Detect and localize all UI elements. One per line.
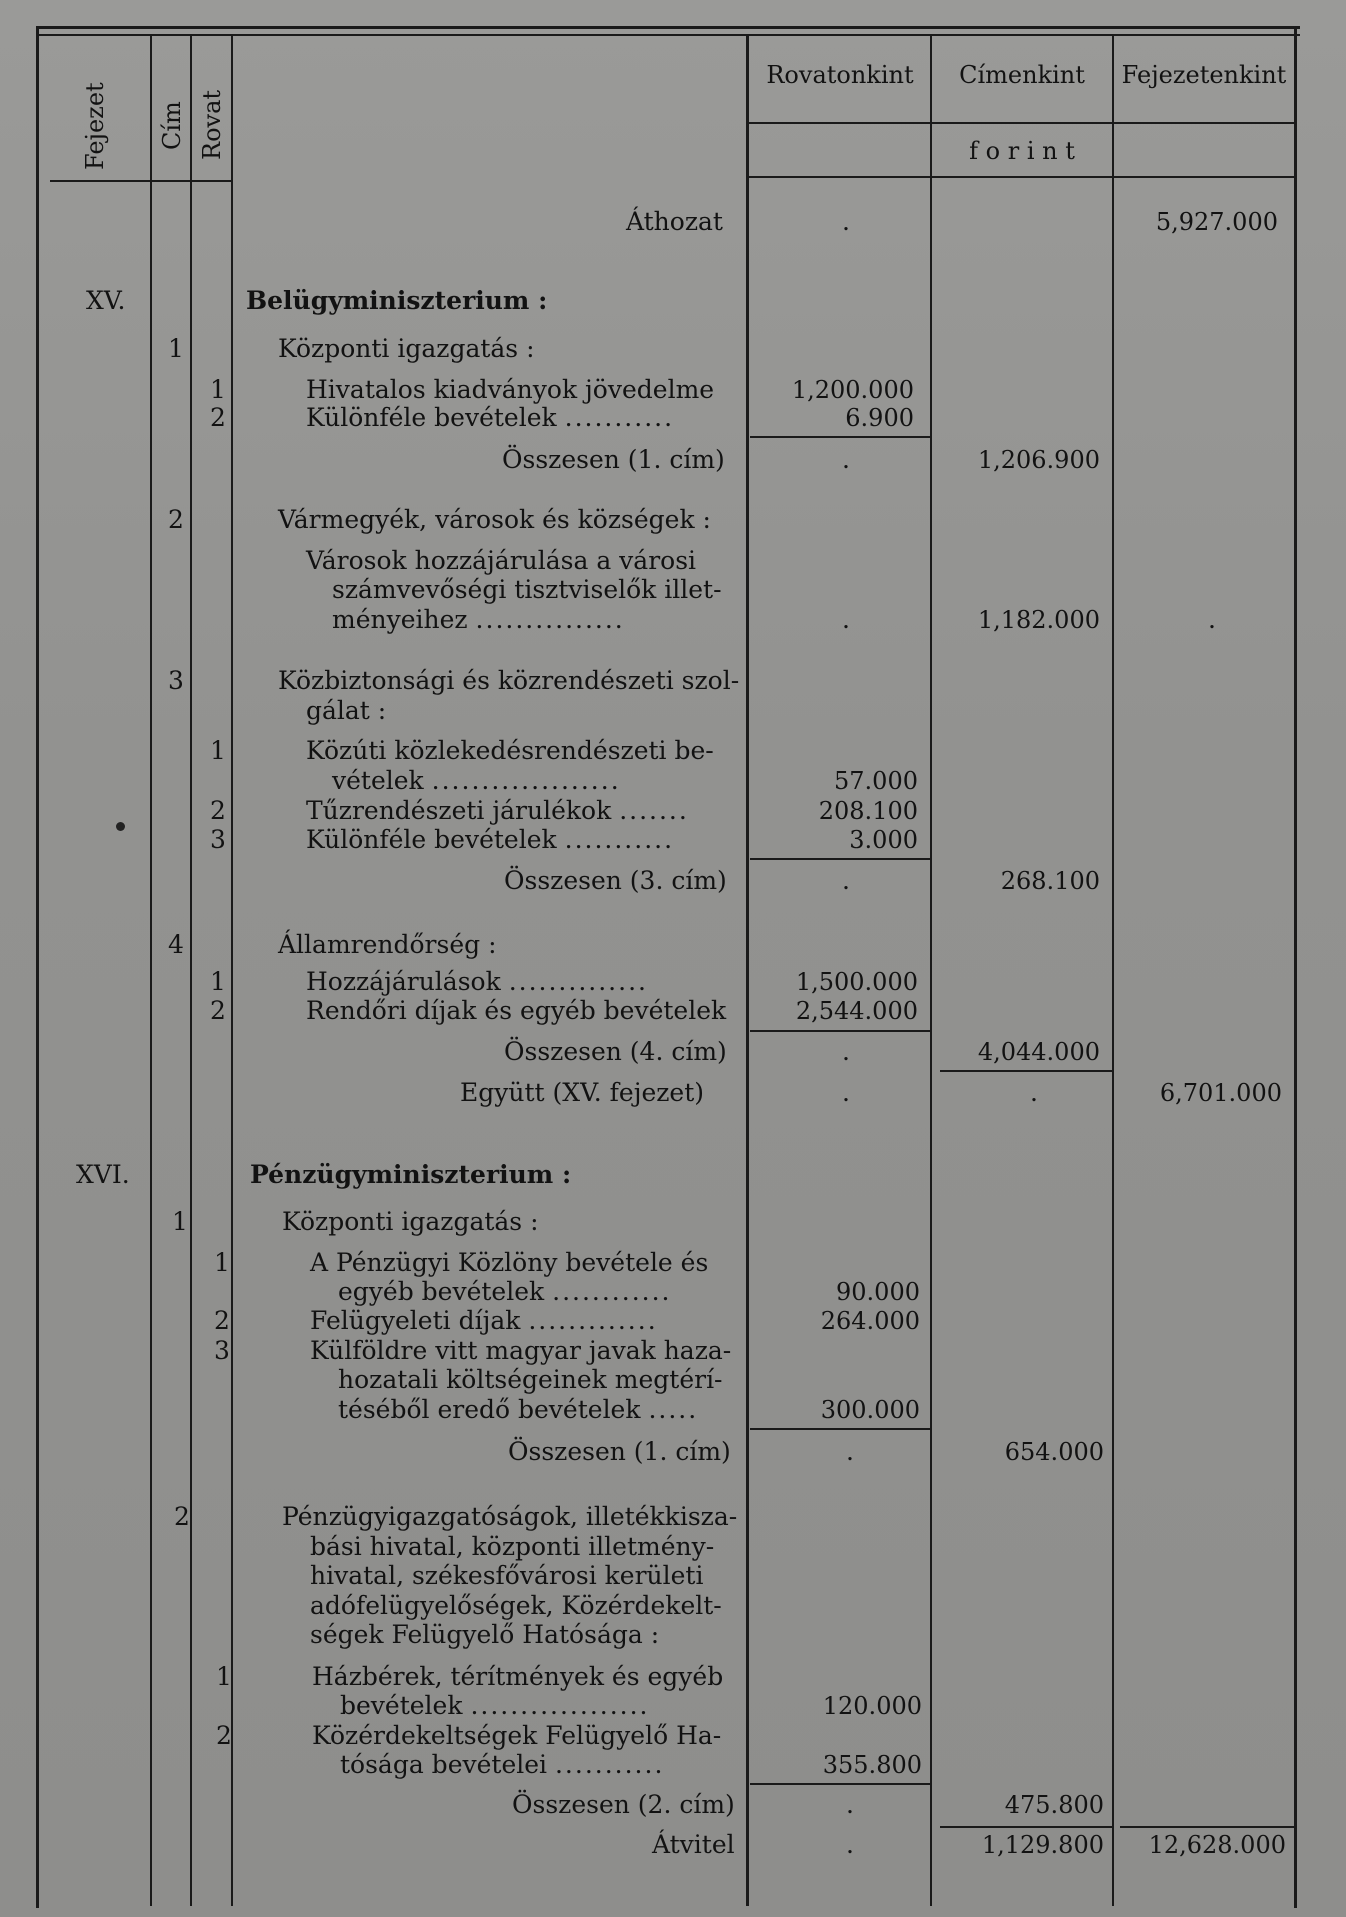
ch15-c4-r1-num: 1 bbox=[210, 967, 226, 996]
ch15-c1-r2-value: 6.900 bbox=[845, 404, 914, 432]
ch16-c2-r1-num: 1 bbox=[216, 1662, 232, 1691]
ch15-c3-r1-line2 bbox=[332, 766, 621, 796]
ch15-c1-subtotal-line bbox=[750, 436, 930, 438]
ch16-c2-sum-label: Összesen (2. cím) bbox=[512, 1790, 735, 1819]
frame-right-line bbox=[1294, 26, 1297, 1908]
ch16-c1-r2-text: Felügyeleti díjak bbox=[310, 1306, 521, 1335]
ch15-c3-r1-value: 57.000 bbox=[834, 767, 918, 795]
col-divider-cim bbox=[190, 36, 192, 1906]
ch16-c2-line3: hivatal, székesfővárosi kerületi bbox=[310, 1561, 704, 1590]
atvitel-line-fejezetenkint bbox=[1120, 1826, 1296, 1828]
frame-left-line bbox=[36, 28, 39, 1908]
ch15-c4-num: 4 bbox=[168, 930, 184, 959]
header-fejezetenkint: Fejezetenkint bbox=[1121, 61, 1287, 89]
ch15-c4-r1-text: Hozzájárulások bbox=[306, 967, 501, 996]
ch15-c3-r1-dots: ................... bbox=[431, 766, 621, 795]
ch16-c1-r3-line2: hozatali költségeinek megtérí- bbox=[338, 1365, 723, 1394]
ch16-c2-line4: adófelügyelőségek, Közérdekelt- bbox=[310, 1591, 722, 1620]
ch15-c2-dot: . bbox=[842, 605, 850, 634]
ch15-c3-r3-num: 3 bbox=[210, 825, 226, 854]
ch15-c3-r1-line1: Közúti közlekedésrendészeti be- bbox=[306, 736, 714, 765]
ch15-c1-r1-value: 1,200.000 bbox=[791, 376, 914, 404]
ch15-c3-r1-text: vételek bbox=[332, 766, 424, 795]
ch16-c1-r3-text: téséből eredő bevételek bbox=[338, 1395, 641, 1424]
ch15-c3-r2-dots: ....... bbox=[619, 796, 689, 825]
ch15-total-label: Együtt (XV. fejezet) bbox=[460, 1078, 705, 1107]
ch16-c1-subtotal-line bbox=[750, 1428, 932, 1430]
ch15-c3-subtotal-line bbox=[750, 858, 930, 860]
ch15-c2-dot2: . bbox=[1208, 605, 1216, 634]
ch16-c2-subtotal-line bbox=[750, 1783, 932, 1785]
ch16-numeral: XVI. bbox=[76, 1160, 130, 1189]
ch15-title: Belügyminiszterium : bbox=[246, 286, 548, 315]
ch16-c1-title: Központi igazgatás : bbox=[282, 1207, 539, 1236]
header-bottom-right-line bbox=[748, 176, 1296, 178]
ch16-c1-r2-dots: ............. bbox=[528, 1306, 658, 1335]
ch15-total-line bbox=[940, 1070, 1112, 1072]
ch16-c1-r1-dots: ............ bbox=[552, 1277, 672, 1306]
ch15-c3-r3-value: 3.000 bbox=[849, 826, 918, 854]
ch15-c4-r2-label: Rendőri díjak és egyéb bevételek bbox=[306, 996, 727, 1025]
ch15-c4-subtotal-line bbox=[750, 1030, 930, 1032]
ch16-c2-r2-value: 355.800 bbox=[822, 1751, 922, 1779]
ch15-c2-line3-text: ményeihez bbox=[332, 605, 468, 634]
ch15-c4-r1-value: 1,500.000 bbox=[795, 968, 918, 996]
ch15-c1-r2-num: 2 bbox=[210, 403, 226, 432]
ch16-c2-line2: bási hivatal, központi illetmény- bbox=[310, 1532, 715, 1561]
ch15-c2-line1: Városok hozzájárulása a városi bbox=[306, 546, 697, 575]
ch15-total-dot: . bbox=[842, 1078, 850, 1107]
ch15-total-value: 6,701.000 bbox=[1159, 1079, 1282, 1107]
ch15-c3-r2-label bbox=[306, 796, 689, 826]
ch16-c2-r2-line2 bbox=[340, 1750, 664, 1780]
ch15-c4-sum-label: Összesen (4. cím) bbox=[504, 1037, 727, 1066]
ch16-title: Pénzügyminiszterium : bbox=[250, 1160, 572, 1189]
ch15-c2-title: Vármegyék, városok és községek : bbox=[278, 505, 711, 534]
ch16-c1-r1-value: 90.000 bbox=[836, 1278, 920, 1306]
ch15-c1-title: Központi igazgatás : bbox=[278, 334, 535, 363]
ch15-c3-r2-num: 2 bbox=[210, 796, 226, 825]
ch16-c2-sum-dot: . bbox=[846, 1790, 854, 1819]
ch16-c1-r2-label bbox=[310, 1306, 658, 1336]
header-rovat: Rovat bbox=[198, 89, 226, 160]
ch16-c1-r2-num: 2 bbox=[214, 1306, 230, 1335]
header-cim: Cím bbox=[158, 101, 186, 150]
ch15-c3-sum-value: 268.100 bbox=[1000, 867, 1100, 895]
atvitel-label: Átvitel bbox=[652, 1830, 735, 1859]
ch15-c1-sum-label: Összesen (1. cím) bbox=[502, 445, 725, 474]
col-divider-cimenkint bbox=[1112, 36, 1114, 1906]
header-rovatonkint: Rovatonkint bbox=[766, 61, 914, 89]
ch15-c1-r1-label: Hivatalos kiadványok jövedelme bbox=[306, 375, 715, 404]
ch15-c3-r2-text: Tűzrendészeti járulékok bbox=[306, 796, 612, 825]
ch16-c1-r3-value: 300.000 bbox=[820, 1396, 920, 1424]
ch15-total-dot2: . bbox=[1030, 1078, 1038, 1107]
ch15-c2-num: 2 bbox=[168, 505, 184, 534]
ch16-c1-r3-line3 bbox=[338, 1395, 698, 1425]
atvitel-value-cimenkint: 1,129.800 bbox=[981, 1831, 1104, 1859]
ch15-c4-sum-value: 4,044.000 bbox=[977, 1038, 1100, 1066]
ch16-c2-r2-text: tósága bevételei bbox=[340, 1750, 548, 1779]
ch15-c4-r2-value: 2,544.000 bbox=[795, 997, 918, 1025]
ch15-c1-r2-text: Különféle bevételek bbox=[306, 403, 557, 432]
ch16-c1-r1-text: egyéb bevételek bbox=[338, 1277, 545, 1306]
col-divider-text bbox=[746, 36, 749, 1906]
frame-top-line bbox=[36, 26, 1300, 29]
atvitel-value-fejezetenkint: 12,628.000 bbox=[1148, 1831, 1286, 1859]
ch16-c1-sum-value: 654.000 bbox=[1004, 1438, 1104, 1466]
athozat-label: Áthozat bbox=[626, 207, 723, 236]
ch15-c2-dots: ............... bbox=[475, 605, 625, 634]
ch15-c3-num: 3 bbox=[168, 666, 184, 695]
ch16-c2-num: 2 bbox=[174, 1502, 190, 1531]
ch15-c3-sum-dot: . bbox=[842, 866, 850, 895]
ch16-c2-r2-line1: Közérdekeltségek Felügyelő Ha- bbox=[312, 1721, 722, 1750]
ch15-c3-line2: gálat : bbox=[306, 696, 387, 725]
ch16-c1-num: 1 bbox=[172, 1207, 188, 1236]
ch15-c2-line2: számvevőségi tisztviselők illet- bbox=[332, 575, 722, 604]
ch15-c4-r1-label bbox=[306, 967, 648, 997]
header-currency: f o r i n t bbox=[969, 137, 1075, 165]
col-divider-rovat bbox=[231, 36, 233, 1906]
col-divider-fejezet bbox=[150, 36, 152, 1906]
atvitel-dot: . bbox=[846, 1830, 854, 1859]
ch15-c3-r3-text: Különféle bevételek bbox=[306, 825, 557, 854]
ch15-c1-r2-label bbox=[306, 403, 674, 433]
ch16-c2-r1-text: bevételek bbox=[340, 1691, 463, 1720]
header-bottom-left-line bbox=[50, 180, 232, 182]
atvitel-line-cimenkint bbox=[940, 1826, 1112, 1828]
ch15-c4-title: Államrendőrség : bbox=[278, 930, 497, 959]
ch15-c1-r1-num: 1 bbox=[210, 375, 226, 404]
ch16-c1-r3-line1: Külföldre vitt magyar javak haza- bbox=[310, 1336, 732, 1365]
bullet-mark bbox=[116, 822, 125, 831]
ch15-c4-sum-dot: . bbox=[842, 1037, 850, 1066]
athozat-dot: . bbox=[842, 207, 850, 236]
ch16-c1-r3-dots: ..... bbox=[648, 1395, 699, 1424]
ch15-c2-line3 bbox=[332, 605, 625, 635]
ch16-c2-r1-value: 120.000 bbox=[822, 1692, 922, 1720]
frame-top-line-inner bbox=[36, 34, 1300, 36]
ch16-c2-sum-value: 475.800 bbox=[1004, 1791, 1104, 1819]
ch16-c2-r2-dots: ........... bbox=[554, 1750, 665, 1779]
ch16-c1-sum-dot: . bbox=[846, 1437, 854, 1466]
header-fejezet: Fejezet bbox=[81, 82, 109, 170]
ch16-c2-r2-num: 2 bbox=[216, 1721, 232, 1750]
ch15-c3-r3-label bbox=[306, 825, 674, 855]
ch15-c3-r2-value: 208.100 bbox=[818, 797, 918, 825]
ch15-c2-value: 1,182.000 bbox=[977, 606, 1100, 634]
athozat-value: 5,927.000 bbox=[1155, 208, 1278, 236]
ch15-c3-r3-dots: ........... bbox=[564, 825, 675, 854]
ch16-c2-line1: Pénzügyigazgatóságok, illetékkisza- bbox=[282, 1502, 738, 1531]
ch16-c2-r1-line1: Házbérek, térítmények és egyéb bbox=[312, 1662, 724, 1691]
ch15-c1-sum-value: 1,206.900 bbox=[977, 446, 1100, 474]
ch16-c1-r2-value: 264.000 bbox=[820, 1307, 920, 1335]
ch16-c2-r1-dots: .................. bbox=[470, 1691, 650, 1720]
ch15-c4-r2-num: 2 bbox=[210, 996, 226, 1025]
ch16-c1-r1-line2 bbox=[338, 1277, 672, 1307]
ch16-c2-line5: ségek Felügyelő Hatósága : bbox=[310, 1620, 660, 1649]
ch15-c3-line1: Közbiztonsági és közrendészeti szol- bbox=[278, 666, 740, 695]
header-cimenkint: Címenkint bbox=[959, 61, 1085, 89]
ch15-c1-num: 1 bbox=[168, 334, 184, 363]
ch15-c3-r1-num: 1 bbox=[210, 736, 226, 765]
col-divider-rovatonkint bbox=[930, 36, 932, 1906]
ch15-numeral: XV. bbox=[86, 286, 126, 315]
ch16-c1-r1-num: 1 bbox=[214, 1248, 230, 1277]
ch16-c1-r1-line1: A Pénzügyi Közlöny bevétele és bbox=[310, 1248, 709, 1277]
ch16-c1-sum-label: Összesen (1. cím) bbox=[508, 1437, 731, 1466]
ch16-c2-r1-line2 bbox=[340, 1691, 650, 1721]
ch15-c3-sum-label: Összesen (3. cím) bbox=[504, 866, 727, 895]
ch15-c1-r2-dots: ........... bbox=[564, 403, 675, 432]
ch15-c4-r1-dots: .............. bbox=[508, 967, 648, 996]
ch15-c1-sum-dot: . bbox=[842, 445, 850, 474]
header-mid-line bbox=[748, 122, 1296, 124]
ch16-c1-r3-num: 3 bbox=[214, 1336, 230, 1365]
